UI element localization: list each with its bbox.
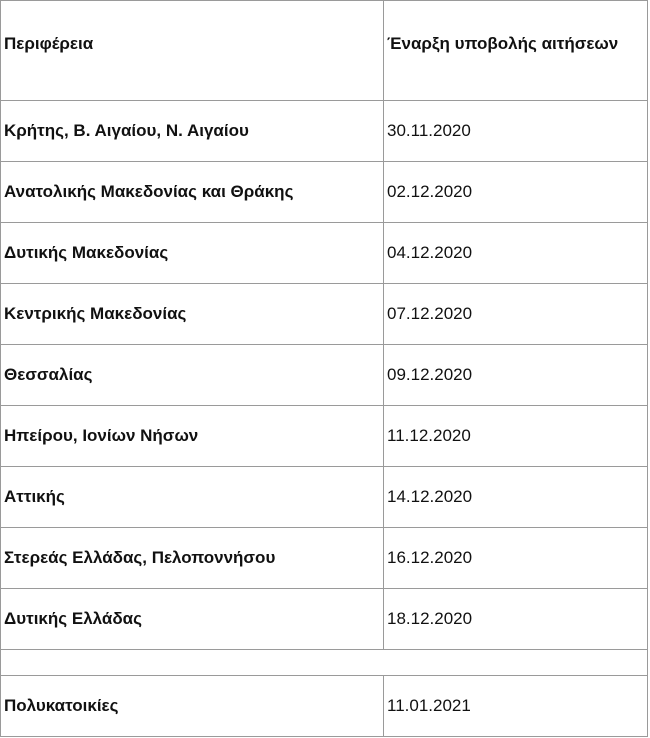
table-header-row xyxy=(1,1,648,101)
table-row xyxy=(1,345,648,406)
date-cell: 04.12.2020 xyxy=(384,223,648,284)
region-cell: Στερεάς Ελλάδας, Πελοποννήσου xyxy=(1,528,384,589)
region-cell: Αττικής xyxy=(1,467,384,528)
date-cell: 11.01.2021 xyxy=(384,676,648,737)
table-row xyxy=(1,101,648,162)
date-cell: 09.12.2020 xyxy=(384,345,648,406)
table-row xyxy=(1,284,648,345)
spacer-cell xyxy=(1,650,648,676)
table-row xyxy=(1,223,648,284)
date-cell: 02.12.2020 xyxy=(384,162,648,223)
region-cell: Δυτικής Μακεδονίας xyxy=(1,223,384,284)
table-row xyxy=(1,589,648,650)
header-start-date: Έναρξη υποβολής αιτήσεων xyxy=(384,1,648,101)
table-row xyxy=(1,162,648,223)
table-row-apartment-buildings xyxy=(1,676,648,737)
date-cell: 16.12.2020 xyxy=(384,528,648,589)
region-cell: Κρήτης, Β. Αιγαίου, Ν. Αιγαίου xyxy=(1,101,384,162)
table-row xyxy=(1,406,648,467)
date-cell: 18.12.2020 xyxy=(384,589,648,650)
region-cell: Ανατολικής Μακεδονίας και Θράκης xyxy=(1,162,384,223)
date-cell: 30.11.2020 xyxy=(384,101,648,162)
header-region: Περιφέρεια xyxy=(1,1,384,101)
date-cell: 11.12.2020 xyxy=(384,406,648,467)
region-cell: Δυτικής Ελλάδας xyxy=(1,589,384,650)
table-row xyxy=(1,467,648,528)
region-cell: Ηπείρου, Ιονίων Νήσων xyxy=(1,406,384,467)
region-cell: Θεσσαλίας xyxy=(1,345,384,406)
date-cell: 14.12.2020 xyxy=(384,467,648,528)
table-spacer-row xyxy=(1,650,648,676)
table-row xyxy=(1,528,648,589)
region-cell: Πολυκατοικίες xyxy=(1,676,384,737)
region-cell: Κεντρικής Μακεδονίας xyxy=(1,284,384,345)
date-cell: 07.12.2020 xyxy=(384,284,648,345)
